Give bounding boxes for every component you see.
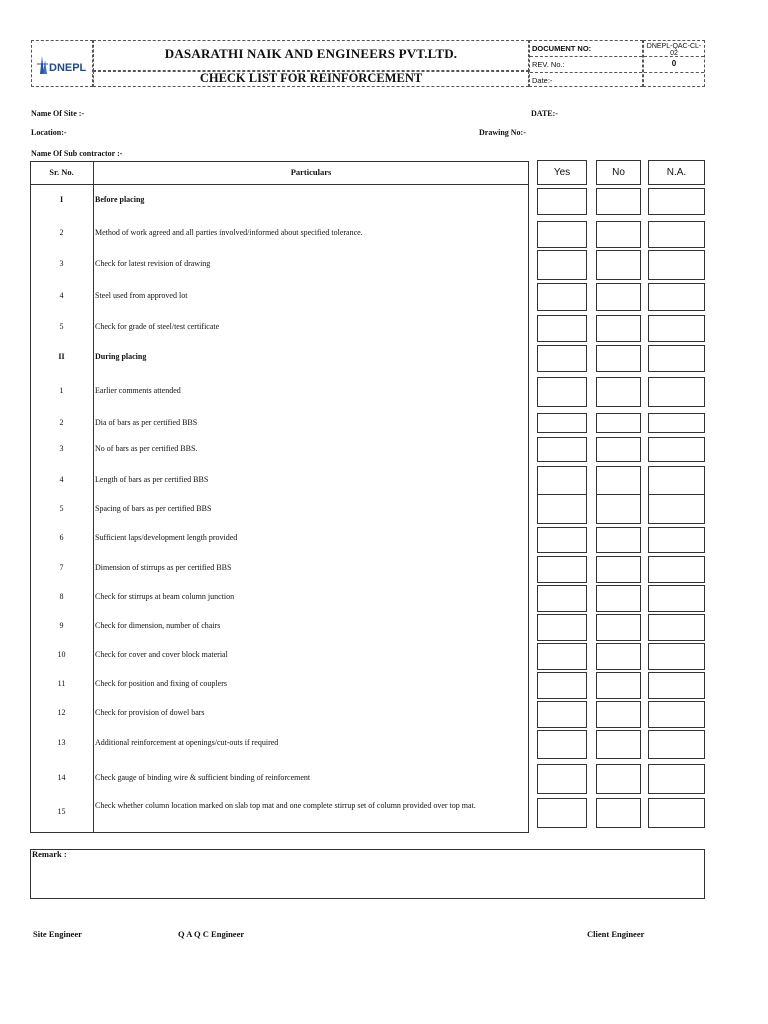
row-number: I (59, 195, 64, 204)
header-particulars: Particulars (290, 167, 332, 177)
check-box-na[interactable] (648, 527, 705, 553)
client-engineer-signature: Client Engineer (587, 929, 645, 939)
check-box-no[interactable] (596, 556, 641, 583)
document-title: CHECK LIST FOR REINFORCEMENT (199, 71, 423, 85)
row-number: 14 (57, 773, 66, 782)
check-box-yes[interactable] (537, 437, 587, 462)
check-box-na[interactable] (648, 764, 705, 794)
check-box-na[interactable] (648, 672, 705, 699)
check-box-yes[interactable] (537, 345, 587, 372)
check-box-yes[interactable] (537, 494, 587, 524)
row-number: II (58, 352, 65, 361)
table-column-divider (93, 161, 94, 833)
row-particular: Check gauge of binding wire & sufficient binding of reinforcement (95, 773, 311, 782)
row-particular: Check for grade of steel/test certificate (95, 322, 220, 331)
check-box-na[interactable] (648, 643, 705, 670)
check-box-yes[interactable] (537, 377, 587, 407)
row-particular: Sufficient laps/development length provided (95, 533, 238, 542)
check-box-yes[interactable] (537, 798, 587, 828)
header-na: N.A. (648, 160, 705, 185)
check-box-na[interactable] (648, 221, 705, 248)
header-yes: Yes (537, 160, 587, 185)
check-box-no[interactable] (596, 188, 641, 215)
row-number: 11 (57, 679, 66, 688)
row-particular: Check for dimension, number of chairs (95, 621, 221, 630)
check-box-no[interactable] (596, 437, 641, 462)
check-box-no[interactable] (596, 315, 641, 342)
row-particular: Check for provision of dowel bars (95, 708, 205, 717)
qa-qc-engineer-signature: Q A Q C Engineer (178, 929, 245, 939)
row-particular: Steel used from approved lot (95, 291, 188, 300)
check-box-na[interactable] (648, 556, 705, 583)
check-box-na[interactable] (648, 377, 705, 407)
check-box-yes[interactable] (537, 188, 587, 215)
check-box-na[interactable] (648, 188, 705, 215)
check-box-yes[interactable] (537, 413, 587, 433)
row-number: 5 (59, 322, 64, 331)
row-number: 7 (59, 563, 64, 572)
check-box-na[interactable] (648, 345, 705, 372)
check-box-yes[interactable] (537, 466, 587, 496)
row-particular: Spacing of bars as per certified BBS (95, 504, 212, 513)
check-box-no[interactable] (596, 730, 641, 759)
row-particular: Additional reinforcement at openings/cut-outs if required (95, 738, 279, 747)
check-box-no[interactable] (596, 672, 641, 699)
row-number: 6 (59, 533, 64, 542)
check-box-na[interactable] (648, 730, 705, 759)
rev-label: REV. No.: (532, 60, 565, 69)
row-particular: Dia of bars as per certified BBS (95, 418, 198, 427)
check-box-na[interactable] (648, 614, 705, 641)
check-box-na[interactable] (648, 413, 705, 433)
check-box-yes[interactable] (537, 250, 587, 280)
row-particular: Check for cover and cover block material (95, 650, 228, 659)
logo-text: DNEPL (49, 62, 87, 74)
row-particular: Check whether column location marked on slab top mat and one complete stirrup set of column provided over top mat. (95, 801, 476, 810)
date-label: Date:- (532, 76, 553, 85)
date-field-label: DATE:- (531, 109, 558, 118)
row-particular: Check for latest revision of drawing (95, 259, 211, 268)
header-sr-no: Sr. No. (49, 167, 74, 177)
row-number: 4 (59, 291, 64, 300)
check-box-no[interactable] (596, 643, 641, 670)
check-box-na[interactable] (648, 283, 705, 311)
row-number: 10 (57, 650, 66, 659)
row-number: 2 (59, 418, 64, 427)
remark-label: Remark : (32, 849, 67, 859)
check-box-no[interactable] (596, 345, 641, 372)
drawing-no-label: Drawing No:- (479, 128, 526, 137)
check-box-yes[interactable] (537, 556, 587, 583)
check-box-no[interactable] (596, 221, 641, 248)
row-number: 3 (59, 444, 64, 453)
remark-box[interactable] (30, 849, 705, 899)
check-box-na[interactable] (648, 250, 705, 280)
rev-value: 0 (671, 59, 677, 68)
check-box-yes[interactable] (537, 283, 587, 311)
check-box-yes[interactable] (537, 643, 587, 670)
check-box-no[interactable] (596, 585, 641, 612)
check-box-yes[interactable] (537, 221, 587, 248)
check-box-yes[interactable] (537, 614, 587, 641)
check-box-na[interactable] (648, 585, 705, 612)
check-box-yes[interactable] (537, 315, 587, 342)
row-number: 9 (59, 621, 64, 630)
check-box-yes[interactable] (537, 701, 587, 728)
check-box-no[interactable] (596, 527, 641, 553)
check-box-na[interactable] (648, 315, 705, 342)
check-box-na[interactable] (648, 466, 705, 496)
row-particular: Check for stirrups at beam column junction (95, 592, 235, 601)
row-number: 2 (59, 228, 64, 237)
check-box-no[interactable] (596, 494, 641, 524)
check-box-no[interactable] (596, 764, 641, 794)
row-number: 8 (59, 592, 64, 601)
row-particular: During placing (95, 352, 147, 361)
document-no-label: DOCUMENT NO: (532, 44, 592, 53)
check-box-yes[interactable] (537, 764, 587, 794)
check-box-yes[interactable] (537, 585, 587, 612)
row-particular: Earlier comments attended (95, 386, 181, 395)
row-number: 3 (59, 259, 64, 268)
row-particular: Length of bars as per certified BBS (95, 475, 209, 484)
check-box-yes[interactable] (537, 672, 587, 699)
site-name-label: Name Of Site :- (31, 109, 85, 118)
row-particular: Method of work agreed and all parties involved/informed about specified tolerance. (95, 228, 363, 237)
row-particular: Check for position and fixing of couplers (95, 679, 227, 688)
row-number: 1 (59, 386, 64, 395)
check-box-yes[interactable] (537, 527, 587, 553)
row-particular: Dimension of stirrups as per certified BBS (95, 563, 232, 572)
check-box-na[interactable] (648, 494, 705, 524)
site-engineer-signature: Site Engineer (33, 929, 82, 939)
check-box-no[interactable] (596, 283, 641, 311)
row-number: 4 (59, 475, 64, 484)
check-box-no[interactable] (596, 413, 641, 433)
company-name: DASARATHI NAIK AND ENGINEERS PVT.LTD. (164, 46, 458, 61)
row-particular: No of bars as per certified BBS. (95, 444, 198, 453)
check-box-no[interactable] (596, 798, 641, 828)
row-particular: Before placing (95, 195, 145, 204)
row-number: 13 (57, 738, 66, 747)
document-no-value: DNEPL-QAC-CL-02 (646, 43, 702, 57)
check-box-no[interactable] (596, 701, 641, 728)
header-no: No (596, 160, 641, 185)
check-box-na[interactable] (648, 701, 705, 728)
subcontractor-label: Name Of Sub contractor :- (31, 149, 123, 158)
check-box-yes[interactable] (537, 730, 587, 759)
check-box-no[interactable] (596, 377, 641, 407)
row-number: 15 (57, 807, 66, 816)
row-number: 5 (59, 504, 64, 513)
location-label: Location:- (31, 128, 67, 137)
check-box-no[interactable] (596, 614, 641, 641)
row-number: 12 (57, 708, 66, 717)
check-box-na[interactable] (648, 798, 705, 828)
check-box-no[interactable] (596, 466, 641, 496)
check-box-na[interactable] (648, 437, 705, 462)
check-box-no[interactable] (596, 250, 641, 280)
